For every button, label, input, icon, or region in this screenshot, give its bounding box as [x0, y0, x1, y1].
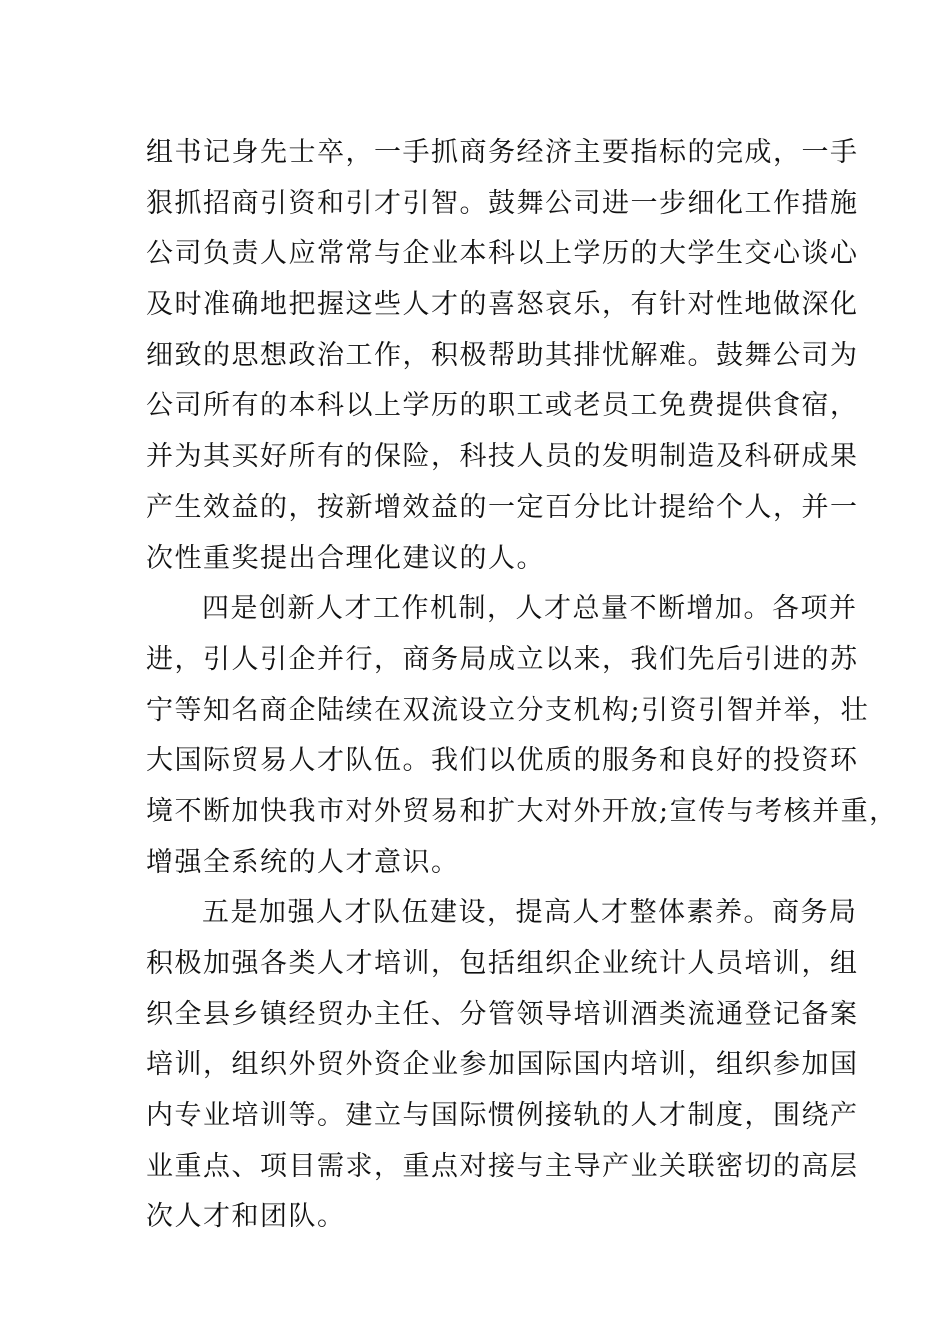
text-line: 宁等知名商企陆续在双流设立分支机构;引资引智并举，壮: [146, 694, 870, 726]
text-line: 及时准确地把握这些人才的喜怒哀乐，有针对性地做深化: [146, 289, 859, 321]
text-line: 组书记身先士卒，一手抓商务经济主要指标的完成，一手: [146, 137, 859, 168]
text-line: 狠抓招商引资和引才引智。鼓舞公司进一步细化工作措施: [146, 187, 859, 219]
text-line: 内专业培训等。建立与国际惯例接轨的人才制度，围绕产: [146, 1100, 859, 1132]
text-line: 公司所有的本科以上学历的职工或老员工免费提供食宿，: [146, 390, 859, 422]
text-line: 次性重奖提出合理化建议的人。: [146, 542, 545, 574]
text-line: 培训，组织外贸外资企业参加国际国内培训，组织参加国: [146, 1049, 859, 1081]
text-line: 增强全系统的人才意识。: [146, 846, 460, 878]
paragraph-start-line: 五是加强人才队伍建设，提高人才整体素养。商务局: [202, 897, 858, 929]
text-line: 细致的思想政治工作，积极帮助其排忧解难。鼓舞公司为: [146, 339, 859, 371]
text-line: 并为其买好所有的保险，科技人员的发明制造及科研成果: [146, 441, 859, 473]
text-line: 境不断加快我市对外贸易和扩大对外开放;宣传与考核并重，: [146, 795, 898, 827]
text-line: 进，引人引企并行，商务局成立以来，我们先后引进的苏: [146, 643, 859, 675]
text-line: 公司负责人应常常与企业本科以上学历的大学生交心谈心: [146, 238, 859, 270]
text-line: 产生效益的，按新增效益的一定百分比计提给个人，并一: [146, 491, 859, 523]
text-line: 大国际贸易人才队伍。我们以优质的服务和良好的投资环: [146, 745, 859, 777]
text-line: 积极加强各类人才培训，包括组织企业统计人员培训，组: [146, 948, 859, 979]
text-line: 业重点、项目需求，重点对接与主导产业关联密切的高层: [146, 1150, 859, 1182]
document-body: [146, 128, 898, 1243]
text-line: 织全县乡镇经贸办主任、分管领导培训酒类流通登记备案: [146, 998, 859, 1030]
paragraph-start-line: 四是创新人才工作机制，人才总量不断增加。各项并: [202, 593, 858, 625]
text-line: 次人才和团队。: [146, 1201, 346, 1233]
